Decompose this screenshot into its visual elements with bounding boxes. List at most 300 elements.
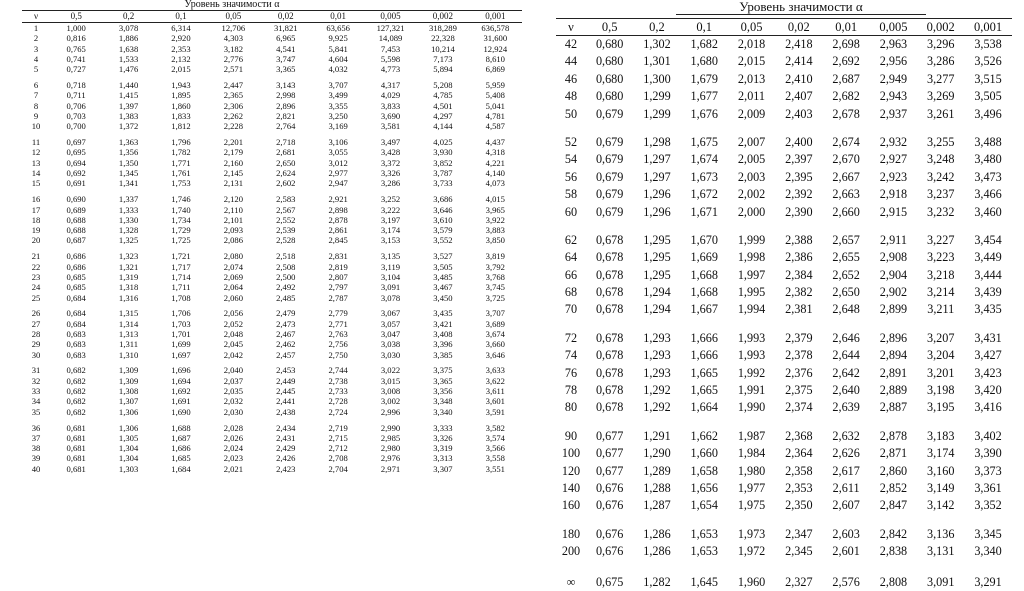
value-cell: 3,480 bbox=[974, 152, 1002, 167]
value-cell: 5,894 bbox=[433, 64, 453, 75]
nu-cell: 76 bbox=[564, 365, 578, 380]
value-cell: 636,578 bbox=[481, 23, 510, 33]
value-cell: 2,358 bbox=[785, 463, 813, 478]
table-row bbox=[22, 365, 522, 375]
value-cell: 2,539 bbox=[276, 225, 296, 236]
value-cell: 1,895 bbox=[171, 90, 191, 101]
value-cell: 1,315 bbox=[118, 308, 139, 319]
value-cell: 3,707 bbox=[328, 80, 348, 91]
value-cell: 2,648 bbox=[832, 302, 860, 317]
value-cell: 2,392 bbox=[785, 187, 813, 202]
nu-cell: 33 bbox=[31, 386, 41, 397]
value-cell: 3,067 bbox=[380, 308, 401, 319]
value-cell: 2,971 bbox=[380, 463, 401, 474]
table-row bbox=[556, 284, 1012, 301]
value-cell: 3,250 bbox=[328, 110, 348, 121]
value-cell: 4,781 bbox=[485, 110, 505, 121]
value-cell: 0,676 bbox=[595, 498, 624, 513]
value-cell: 2,787 bbox=[328, 292, 348, 303]
value-cell: 1,298 bbox=[643, 134, 671, 149]
value-cell: 3,660 bbox=[485, 339, 505, 350]
value-cell: 3,078 bbox=[118, 23, 139, 33]
value-cell: 1,997 bbox=[737, 267, 766, 282]
value-cell: 3,333 bbox=[433, 422, 453, 433]
nu-cell: 24 bbox=[31, 282, 41, 293]
value-cell: 1,308 bbox=[118, 386, 139, 397]
value-cell: 0,679 bbox=[595, 106, 624, 121]
value-cell: 1,295 bbox=[643, 267, 671, 282]
value-cell: 0,678 bbox=[595, 348, 624, 363]
value-cell: 2,364 bbox=[785, 446, 813, 461]
value-cell: 0,676 bbox=[595, 480, 624, 495]
value-cell: 1,300 bbox=[643, 71, 671, 86]
value-cell: 0,703 bbox=[66, 110, 86, 121]
value-cell: 2,976 bbox=[380, 453, 401, 464]
value-cell: 1,690 bbox=[171, 406, 191, 417]
table-row bbox=[556, 330, 1012, 347]
value-cell: 2,718 bbox=[276, 137, 296, 148]
table-row bbox=[556, 88, 1012, 105]
value-cell: 3,747 bbox=[276, 53, 296, 64]
table-row bbox=[556, 543, 1012, 560]
value-cell: 3,610 bbox=[433, 214, 453, 225]
value-cell: 3,002 bbox=[380, 396, 401, 407]
value-cell: 1,301 bbox=[643, 54, 671, 69]
table-row bbox=[22, 453, 522, 463]
value-cell: 3,515 bbox=[974, 71, 1002, 86]
value-cell: 3,091 bbox=[380, 282, 401, 293]
value-cell: 2,640 bbox=[832, 383, 860, 398]
value-cell: 1,812 bbox=[171, 121, 191, 132]
value-cell: 2,898 bbox=[328, 204, 348, 215]
table-row bbox=[22, 90, 522, 100]
value-cell: 1,729 bbox=[171, 225, 191, 236]
value-cell: 1,680 bbox=[690, 54, 718, 69]
value-cell: 7,173 bbox=[433, 53, 453, 64]
value-cell: 0,678 bbox=[595, 285, 624, 300]
value-cell: 2,601 bbox=[832, 544, 860, 559]
value-cell: 3,182 bbox=[223, 43, 244, 54]
value-cell: 3,439 bbox=[974, 285, 1002, 300]
value-cell: 0,682 bbox=[66, 386, 86, 397]
value-cell: 4,221 bbox=[485, 157, 505, 168]
value-cell: 3,396 bbox=[433, 339, 453, 350]
value-cell: 3,420 bbox=[974, 383, 1002, 398]
value-cell: 3,214 bbox=[927, 285, 955, 300]
value-cell: 2,642 bbox=[832, 365, 860, 380]
value-cell: 5,208 bbox=[433, 80, 453, 91]
value-cell: 0,681 bbox=[66, 453, 86, 464]
value-cell: 2,632 bbox=[832, 428, 860, 443]
group-spacer bbox=[556, 123, 1012, 134]
value-cell: 2,920 bbox=[171, 33, 191, 44]
value-cell: 2,682 bbox=[832, 89, 860, 104]
value-cell: 1,664 bbox=[690, 400, 718, 415]
value-cell: 3,435 bbox=[433, 308, 453, 319]
nu-cell: 18 bbox=[31, 214, 41, 225]
value-cell: 2,949 bbox=[879, 71, 908, 86]
value-cell: 2,024 bbox=[223, 443, 244, 454]
value-cell: 2,473 bbox=[276, 318, 296, 329]
alpha-header: 0,05 bbox=[740, 20, 763, 34]
value-cell: 0,694 bbox=[66, 157, 86, 168]
value-cell: 0,684 bbox=[66, 292, 86, 303]
nu-cell: 78 bbox=[564, 383, 578, 398]
nu-cell: 25 bbox=[31, 292, 41, 303]
value-cell: 2,368 bbox=[785, 428, 813, 443]
value-cell: 3,340 bbox=[974, 544, 1002, 559]
value-cell: 3,574 bbox=[485, 432, 505, 443]
nu-cell: 37 bbox=[31, 432, 41, 443]
value-cell: 1,440 bbox=[118, 80, 139, 91]
alpha-header: 0,002 bbox=[432, 11, 454, 21]
value-cell: 4,318 bbox=[485, 147, 505, 158]
table-row bbox=[22, 225, 522, 235]
value-cell: 2,005 bbox=[737, 152, 766, 167]
value-cell: 1,999 bbox=[737, 232, 766, 247]
nu-cell: 32 bbox=[31, 375, 41, 386]
value-cell: 1,670 bbox=[690, 232, 718, 247]
value-cell: 2,878 bbox=[328, 214, 348, 225]
value-cell: 2,069 bbox=[223, 271, 244, 282]
value-cell: 1,333 bbox=[118, 204, 139, 215]
nu-cell: 19 bbox=[31, 225, 41, 236]
value-cell: 2,350 bbox=[785, 498, 813, 513]
table-row bbox=[556, 106, 1012, 123]
value-cell: 3,218 bbox=[927, 267, 955, 282]
value-cell: 2,657 bbox=[832, 232, 860, 247]
value-cell: 1,302 bbox=[643, 37, 671, 51]
value-cell: 2,262 bbox=[223, 110, 244, 121]
value-cell: 2,744 bbox=[328, 365, 348, 376]
value-cell: 1,998 bbox=[737, 250, 766, 265]
value-cell: 2,378 bbox=[785, 348, 813, 363]
value-cell: 2,847 bbox=[879, 498, 908, 513]
value-cell: 2,915 bbox=[879, 204, 908, 219]
table-row bbox=[22, 350, 522, 360]
value-cell: 2,923 bbox=[879, 169, 908, 184]
value-cell: 3,022 bbox=[380, 365, 401, 376]
value-cell: 3,169 bbox=[328, 121, 348, 132]
value-cell: 4,785 bbox=[433, 90, 453, 101]
nu-cell: 7 bbox=[33, 90, 39, 101]
value-cell: 1,292 bbox=[643, 383, 671, 398]
value-cell: 1,662 bbox=[690, 428, 718, 443]
value-cell: 2,947 bbox=[328, 178, 348, 189]
value-cell: 2,132 bbox=[171, 53, 191, 64]
value-cell: 2,120 bbox=[223, 194, 244, 205]
value-cell: 3,286 bbox=[927, 54, 955, 69]
value-cell: 1,296 bbox=[643, 187, 671, 202]
value-cell: 1,304 bbox=[118, 453, 139, 464]
value-cell: 2,687 bbox=[832, 71, 860, 86]
value-cell: 2,670 bbox=[832, 152, 860, 167]
table-title: Уровень значимости α bbox=[184, 0, 280, 10]
value-cell: 3,416 bbox=[974, 400, 1002, 415]
value-cell: 1,696 bbox=[171, 365, 191, 376]
value-cell: 1,310 bbox=[118, 349, 139, 360]
group-spacer bbox=[556, 417, 1012, 428]
value-cell: 2,998 bbox=[276, 90, 296, 101]
value-cell: 1,533 bbox=[118, 53, 139, 64]
value-cell: 1,668 bbox=[690, 285, 718, 300]
value-cell: 3,435 bbox=[974, 302, 1002, 317]
table-row bbox=[22, 407, 522, 417]
value-cell: 3,174 bbox=[380, 225, 401, 236]
value-cell: 1,653 bbox=[690, 544, 718, 559]
nu-cell: 46 bbox=[564, 71, 578, 86]
value-cell: 3,355 bbox=[328, 100, 348, 111]
value-cell: 8,610 bbox=[485, 53, 505, 64]
value-cell: 2,064 bbox=[223, 282, 244, 293]
value-cell: 3,237 bbox=[927, 187, 955, 202]
value-cell: 1,671 bbox=[690, 204, 718, 219]
value-cell: 2,904 bbox=[879, 267, 908, 282]
value-cell: 3,674 bbox=[485, 328, 505, 339]
table-row bbox=[556, 301, 1012, 318]
value-cell: 0,681 bbox=[66, 443, 86, 454]
table-row bbox=[556, 186, 1012, 203]
value-cell: 1,316 bbox=[118, 292, 139, 303]
value-cell: 0,765 bbox=[66, 43, 86, 54]
value-cell: 2,375 bbox=[785, 383, 813, 398]
table-row bbox=[556, 151, 1012, 168]
value-cell: 2,831 bbox=[328, 251, 348, 262]
value-cell: 1,672 bbox=[690, 187, 718, 202]
nu-cell: 68 bbox=[564, 285, 578, 300]
value-cell: 3,319 bbox=[433, 443, 453, 454]
value-cell: 2,518 bbox=[276, 251, 296, 262]
value-cell: 3,408 bbox=[433, 328, 453, 339]
value-cell: 2,374 bbox=[785, 400, 813, 415]
value-cell: 2,842 bbox=[879, 526, 908, 541]
nu-cell: 3 bbox=[33, 43, 39, 54]
nu-cell: 30 bbox=[31, 349, 41, 360]
value-cell: 2,861 bbox=[328, 225, 348, 236]
value-cell: 2,756 bbox=[328, 339, 348, 350]
value-cell: 3,211 bbox=[927, 302, 955, 317]
nu-cell: 16 bbox=[31, 194, 41, 205]
value-cell: 2,080 bbox=[223, 251, 244, 262]
value-cell: 3,372 bbox=[380, 157, 401, 168]
value-cell: 2,015 bbox=[737, 54, 766, 69]
value-cell: 3,552 bbox=[433, 235, 453, 246]
value-cell: 2,576 bbox=[832, 574, 860, 589]
value-cell: 2,160 bbox=[223, 157, 244, 168]
group-spacer bbox=[556, 319, 1012, 330]
nu-cell: 20 bbox=[31, 235, 41, 246]
nu-cell: 39 bbox=[31, 453, 41, 464]
value-cell: 4,604 bbox=[328, 53, 348, 64]
value-cell: 3,833 bbox=[380, 100, 401, 111]
value-cell: 0,692 bbox=[66, 168, 86, 179]
alpha-header: 0,005 bbox=[879, 20, 908, 34]
value-cell: 3,466 bbox=[974, 187, 1002, 202]
table-row bbox=[556, 267, 1012, 284]
value-cell: 3,091 bbox=[927, 574, 955, 589]
value-cell: 5,598 bbox=[380, 53, 401, 64]
value-cell: 4,587 bbox=[485, 121, 505, 132]
value-cell: 0,679 bbox=[595, 169, 624, 184]
value-cell: 1,833 bbox=[171, 110, 191, 121]
value-cell: 2,101 bbox=[223, 214, 244, 225]
group-spacer bbox=[556, 561, 1012, 574]
value-cell: 3,930 bbox=[433, 147, 453, 158]
table-row bbox=[22, 23, 522, 33]
value-cell: 1,286 bbox=[643, 544, 671, 559]
table-row bbox=[22, 205, 522, 215]
table-row bbox=[22, 158, 522, 168]
value-cell: 1,337 bbox=[118, 194, 139, 205]
value-cell: 2,462 bbox=[276, 339, 296, 350]
value-cell: 1,287 bbox=[643, 498, 671, 513]
value-cell: 1,973 bbox=[737, 526, 766, 541]
nu-cell: 48 bbox=[564, 89, 578, 104]
nu-cell: 23 bbox=[31, 271, 41, 282]
value-cell: 1,703 bbox=[171, 318, 191, 329]
value-cell: 2,902 bbox=[879, 285, 908, 300]
value-cell: 4,501 bbox=[433, 100, 453, 111]
table-row bbox=[22, 386, 522, 396]
table-row bbox=[556, 382, 1012, 399]
value-cell: 3,646 bbox=[485, 349, 505, 360]
nu-cell: 21 bbox=[31, 251, 41, 262]
value-cell: 3,313 bbox=[433, 453, 453, 464]
value-cell: 1,746 bbox=[171, 194, 191, 205]
value-cell: 2,639 bbox=[832, 400, 860, 415]
value-cell: 0,676 bbox=[595, 526, 624, 541]
nu-cell: 80 bbox=[564, 400, 578, 415]
value-cell: 4,015 bbox=[485, 194, 505, 205]
value-cell: 0,679 bbox=[595, 204, 624, 219]
table-row bbox=[22, 339, 522, 349]
value-cell: 2,728 bbox=[328, 396, 348, 407]
value-cell: 3,204 bbox=[927, 348, 955, 363]
value-cell: 2,228 bbox=[223, 121, 244, 132]
value-cell: 2,093 bbox=[223, 225, 244, 236]
value-cell: 0,686 bbox=[66, 261, 86, 272]
nu-cell: 72 bbox=[564, 330, 578, 345]
header-row bbox=[22, 10, 522, 23]
value-cell: 1,660 bbox=[690, 446, 718, 461]
value-cell: 3,460 bbox=[974, 204, 1002, 219]
value-cell: 3,286 bbox=[380, 178, 401, 189]
nu-cell: 54 bbox=[564, 152, 578, 167]
value-cell: 0,678 bbox=[595, 400, 624, 415]
value-cell: 1,318 bbox=[118, 282, 139, 293]
alpha-header: 0,2 bbox=[649, 20, 665, 34]
value-cell: 2,382 bbox=[785, 285, 813, 300]
value-cell: 3,579 bbox=[433, 225, 453, 236]
value-cell: 2,037 bbox=[223, 375, 244, 386]
value-cell: 1,303 bbox=[118, 463, 139, 474]
table-row bbox=[22, 319, 522, 329]
value-cell: 2,353 bbox=[785, 480, 813, 495]
value-cell: 2,567 bbox=[276, 204, 296, 215]
value-cell: 3,454 bbox=[974, 232, 1002, 247]
value-cell: 6,869 bbox=[485, 64, 505, 75]
value-cell: 3,149 bbox=[927, 480, 955, 495]
value-cell: 2,660 bbox=[832, 204, 860, 219]
value-cell: 1,290 bbox=[643, 446, 671, 461]
value-cell: 2,074 bbox=[223, 261, 244, 272]
value-cell: 0,682 bbox=[66, 365, 86, 376]
value-cell: 2,009 bbox=[737, 106, 766, 121]
value-cell: 1,991 bbox=[737, 383, 766, 398]
value-cell: 1,697 bbox=[171, 349, 191, 360]
value-cell: 1,673 bbox=[690, 169, 718, 184]
value-cell: 1,666 bbox=[690, 348, 718, 363]
value-cell: 0,678 bbox=[595, 302, 624, 317]
value-cell: 2,131 bbox=[223, 178, 244, 189]
table-row bbox=[22, 251, 522, 261]
value-cell: 1,658 bbox=[690, 463, 718, 478]
value-cell: 1,717 bbox=[171, 261, 191, 272]
value-cell: 6,314 bbox=[171, 23, 191, 33]
value-cell: 3,745 bbox=[485, 282, 505, 293]
value-cell: 4,317 bbox=[380, 80, 401, 91]
value-cell: 1,943 bbox=[171, 80, 191, 91]
value-cell: 4,303 bbox=[223, 33, 244, 44]
value-cell: 1,977 bbox=[737, 480, 766, 495]
table-row bbox=[22, 262, 522, 272]
nu-header: ν bbox=[33, 11, 39, 21]
value-cell: 2,445 bbox=[276, 386, 296, 397]
value-cell: 1,721 bbox=[171, 251, 191, 262]
value-cell: 2,899 bbox=[879, 302, 908, 317]
value-cell: 1,984 bbox=[737, 446, 766, 461]
value-cell: 3,242 bbox=[927, 169, 955, 184]
value-cell: 2,449 bbox=[276, 375, 296, 386]
value-cell: 2,030 bbox=[223, 406, 244, 417]
value-cell: 0,685 bbox=[66, 282, 86, 293]
value-cell: 3,385 bbox=[433, 349, 453, 360]
value-cell: 3,030 bbox=[380, 349, 401, 360]
value-cell: 3,601 bbox=[485, 396, 505, 407]
value-cell: 1,753 bbox=[171, 178, 191, 189]
value-cell: 0,686 bbox=[66, 251, 86, 262]
value-cell: 0,680 bbox=[595, 71, 624, 86]
nu-cell: 74 bbox=[564, 348, 578, 363]
nu-cell: 8 bbox=[33, 100, 39, 111]
value-cell: 1,668 bbox=[690, 267, 718, 282]
nu-cell: 100 bbox=[561, 446, 581, 461]
value-cell: 1,372 bbox=[118, 121, 139, 132]
value-cell: 1,313 bbox=[118, 328, 139, 339]
value-cell: 3,450 bbox=[433, 292, 453, 303]
value-cell: 0,677 bbox=[595, 463, 624, 478]
value-cell: 0,683 bbox=[66, 328, 86, 339]
value-cell: 0,689 bbox=[66, 204, 86, 215]
table-row bbox=[556, 526, 1012, 543]
value-cell: 2,086 bbox=[223, 235, 244, 246]
value-cell: 9,925 bbox=[328, 33, 348, 44]
nu-cell: 6 bbox=[33, 80, 39, 91]
nu-cell: ∞ bbox=[566, 574, 576, 589]
value-cell: 0,682 bbox=[66, 396, 86, 407]
value-cell: 2,508 bbox=[276, 261, 296, 272]
nu-cell: 90 bbox=[564, 428, 578, 443]
value-cell: 1,306 bbox=[118, 422, 139, 433]
value-cell: 3,725 bbox=[485, 292, 505, 303]
table-row bbox=[22, 54, 522, 64]
value-cell: 2,738 bbox=[328, 375, 348, 386]
value-cell: 3,689 bbox=[485, 318, 505, 329]
value-cell: 2,388 bbox=[785, 232, 813, 247]
nu-cell: 64 bbox=[564, 250, 578, 265]
value-cell: 3,390 bbox=[974, 446, 1002, 461]
value-cell: 1,993 bbox=[737, 330, 766, 345]
